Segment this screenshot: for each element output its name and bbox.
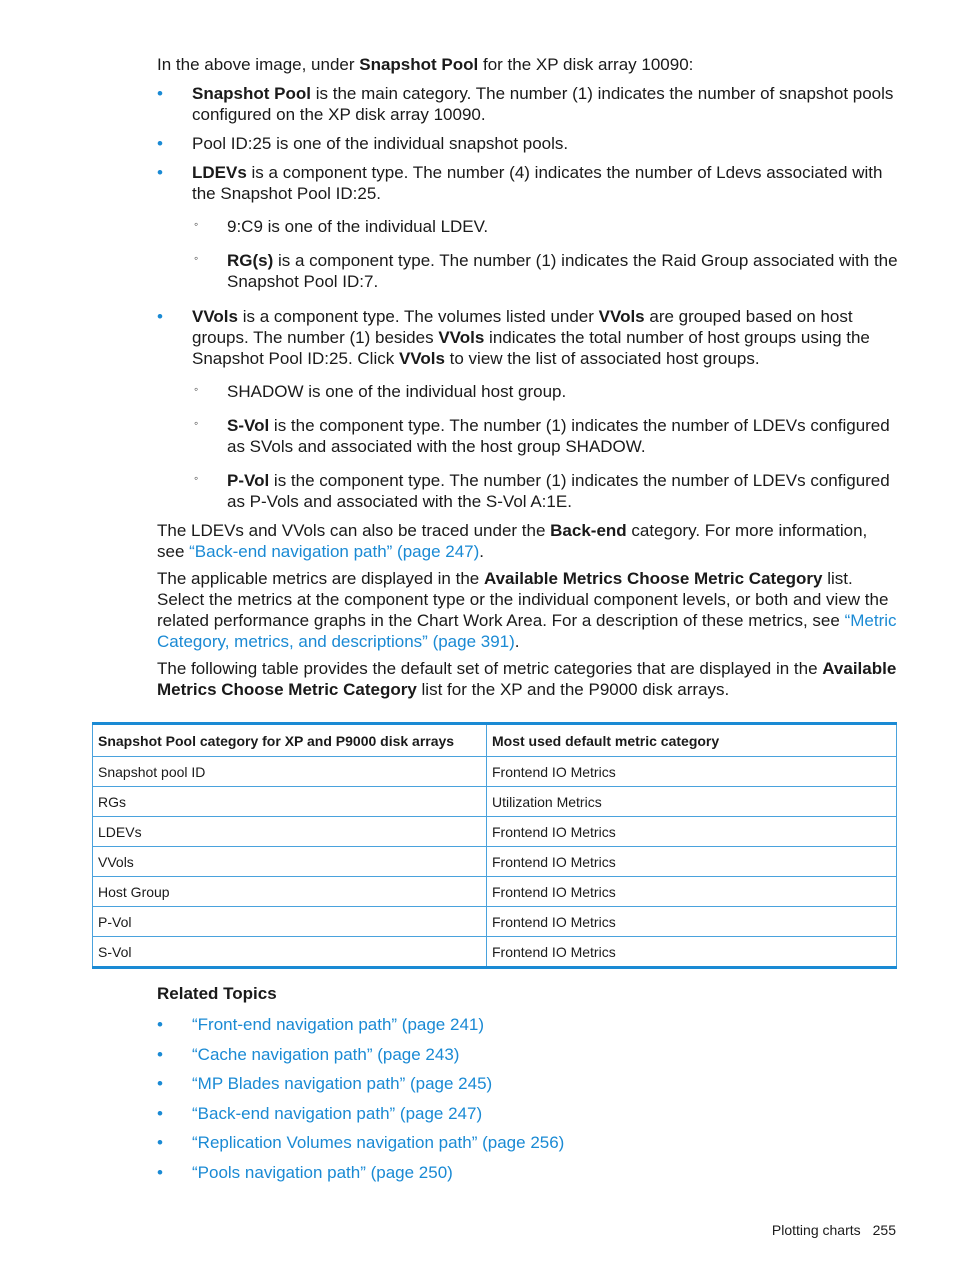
backend-navigation-link-related[interactable]: “Back-end navigation path” (page 247) [192, 1103, 483, 1123]
bullet-icon: • [157, 1074, 163, 1093]
bullet-icon: • [157, 1015, 163, 1034]
metrics-paragraph: The applicable metrics are displayed in the Available Metrics Choose Metric Category list. Select the metrics at the component type or the individual component levels, or both and view the related performance graphs in the Chart Work Area. For a description of these metrics, see “Metric Category, metrics, and descriptions” (page 391). [157, 569, 897, 651]
mp-blades-navigation-link[interactable]: “MP Blades navigation path” (page 245) [192, 1074, 493, 1093]
table-row [93, 787, 897, 817]
pools-navigation-link[interactable]: “Pools navigation path” (page 250) [192, 1162, 453, 1182]
list-item: ◦ SHADOW is one of the individual host group. [192, 381, 899, 402]
intro-paragraph: In the above image, under Snapshot Pool for the XP disk array 10090: [157, 55, 694, 74]
circle-bullet-icon: ◦ [194, 416, 199, 430]
list-item: ◦ S-Vol is the component type. The number (1) indicates the number of LDEVs configured as SVols and associated with the host group SHADOW. [192, 415, 899, 457]
table-header-row [93, 724, 897, 757]
table-row [93, 937, 897, 968]
table-cell: Frontend IO Metrics [487, 847, 897, 877]
footer-section-title: Plotting charts [771, 1222, 861, 1238]
table-row [93, 907, 897, 937]
table-cell: Frontend IO Metrics [487, 757, 897, 787]
related-topics [157, 983, 897, 1191]
list-item [157, 1132, 897, 1162]
bullet-icon: • [157, 84, 163, 103]
bullet-icon: • [157, 307, 163, 326]
circle-bullet-icon: ◦ [194, 382, 199, 396]
list-item [157, 1103, 897, 1133]
list-item: • LDEVs is a component type. The number (4) indicates the number of Ldevs associated with the Snapshot Pool ID:25. ◦ 9:C9 is one of the individual LDEV. ◦ RG(s) is a component type. The number (1) indicates the Raid Group associated with the Snapshot Pool ID:7. [157, 163, 898, 291]
circle-bullet-icon: ◦ [194, 471, 199, 485]
table-intro-paragraph: The following table provides the default set of metric categories that are displayed in the Available Metrics Choose Metric Category list for the XP and the P9000 disk arrays. [157, 659, 897, 699]
table-row [93, 847, 897, 877]
table-cell: S-Vol [93, 937, 487, 968]
list-item [157, 1073, 897, 1103]
bullet-icon: • [157, 1133, 163, 1152]
bullet-icon: • [157, 1044, 163, 1064]
table-cell: P-Vol [93, 907, 487, 937]
table-cell: VVols [93, 847, 487, 877]
snapshot-bullet-list [157, 83, 899, 512]
bullet-icon: • [157, 1162, 163, 1182]
list-item: • Snapshot Pool is the main category. The number (1) indicates the number of snapshot pools configured on the XP disk array 10090. [157, 84, 894, 124]
frontend-navigation-link[interactable]: “Front-end navigation path” (page 241) [192, 1015, 485, 1034]
table-cell: Snapshot pool ID [93, 757, 487, 787]
table-cell: Utilization Metrics [487, 787, 897, 817]
cache-navigation-link[interactable]: “Cache navigation path” (page 243) [192, 1044, 460, 1064]
backend-navigation-link[interactable]: “Back-end navigation path” (page 247) [189, 542, 480, 561]
list-item: ◦ P-Vol is the component type. The number (1) indicates the number of LDEVs configured as P-Vols and associated with the S-Vol A:1E. [192, 470, 899, 512]
related-topics-list [157, 1014, 897, 1191]
table-row [93, 757, 897, 787]
table-cell: Host Group [93, 877, 487, 907]
page-number: 255 [872, 1222, 896, 1238]
circle-bullet-icon: ◦ [194, 251, 199, 265]
table-cell: Frontend IO Metrics [487, 937, 897, 968]
vvol-sub-list [192, 381, 899, 512]
body-text [157, 54, 899, 706]
table-cell: Frontend IO Metrics [487, 907, 897, 937]
bullet-icon: • [157, 163, 163, 182]
list-item: ◦ 9:C9 is one of the individual LDEV. [192, 216, 899, 237]
list-item: • Pool ID:25 is one of the individual snapshot pools. [157, 134, 569, 153]
backend-paragraph: The LDEVs and VVols can also be traced under the Back-end category. For more information, see “Back-end navigation path” (page 247). [157, 521, 868, 561]
list-item [157, 1014, 897, 1044]
table-cell: Frontend IO Metrics [487, 817, 897, 847]
list-item [157, 1044, 897, 1074]
list-item: • VVols is a component type. The volumes listed under VVols are grouped based on host groups. The number (1) besides VVols indicates the total number of host groups using the Snapshot Pool ID:25. Click VVols to view the list of associated host groups. ◦ SHADOW is one of the individual host group. ◦ S-Vol is the component type. The number (1) indicates the number of LDEVs configured as SVols and associated with the host group SHADOW. ◦ P-Vol is the component type. The number (1) indicates the number of LDEVs configured as P-Vols and associated with the S-Vol A:1E. [157, 306, 899, 512]
table-cell: Frontend IO Metrics [487, 877, 897, 907]
page-footer [772, 1222, 896, 1238]
table-row [93, 817, 897, 847]
bullet-icon: • [157, 1103, 163, 1123]
metric-category-table [92, 722, 897, 969]
related-topics-title: Related Topics [157, 984, 277, 1003]
replication-volumes-navigation-link[interactable]: “Replication Volumes navigation path” (page 256) [192, 1133, 565, 1152]
column-header: Snapshot Pool category for XP and P9000 disk arrays [93, 724, 487, 757]
ldev-sub-list [192, 216, 899, 292]
table-row [93, 877, 897, 907]
table-cell: LDEVs [93, 817, 487, 847]
metric-category-link[interactable]: “Metric Category, metrics, and descriptions” (page 391) [157, 611, 897, 651]
circle-bullet-icon: ◦ [194, 217, 199, 231]
list-item [157, 1162, 897, 1192]
table-cell: RGs [93, 787, 487, 817]
list-item: ◦ RG(s) is a component type. The number (1) indicates the Raid Group associated with the Snapshot Pool ID:7. [192, 250, 899, 292]
bullet-icon: • [157, 134, 163, 153]
column-header: Most used default metric category [487, 724, 897, 757]
